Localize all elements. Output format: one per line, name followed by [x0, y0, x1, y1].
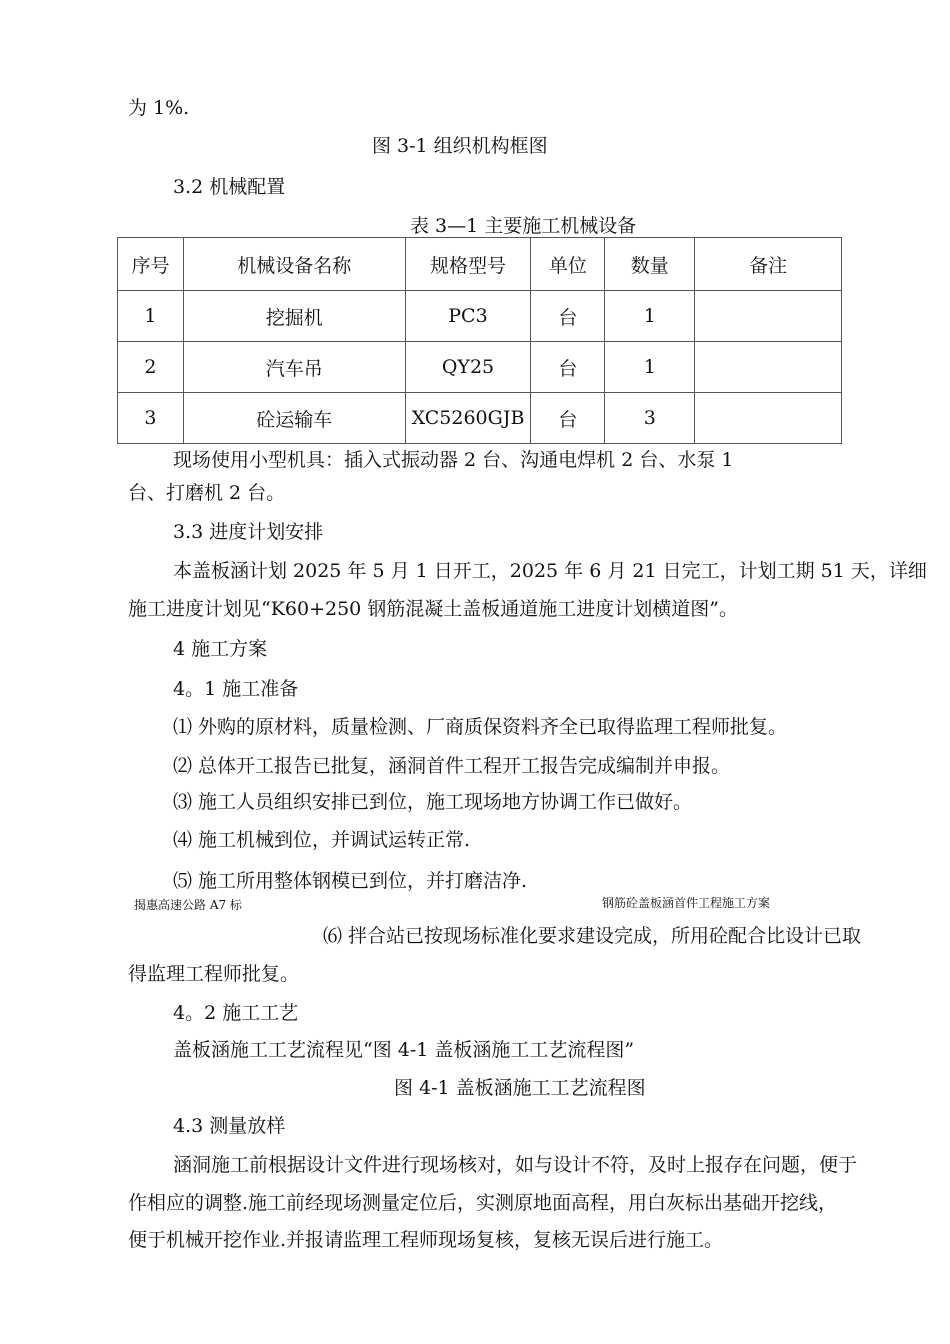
paragraph-line: 施工进度计划见“K60+250 钢筋混凝土盖板通道施工进度计划横道图”。	[128, 598, 739, 620]
list-item: ⑵ 总体开工报告已批复，涵洞首件工程开工报告完成编制并申报。	[173, 755, 731, 777]
table-cell	[695, 342, 842, 393]
table-cell: PC3	[405, 291, 531, 342]
table-cell: XC5260GJB	[405, 393, 531, 444]
paragraph-line: 盖板涵施工工艺流程见“图 4-1 盖板涵施工工艺流程图”	[173, 1039, 635, 1061]
figure-caption: 图 3-1 组织机构框图	[372, 135, 548, 157]
paragraph-line: 作相应的调整.施工前经现场测量定位后，实测原地面高程，用白灰标出基础开挖线，	[128, 1192, 838, 1214]
table-row	[118, 342, 842, 393]
table-cell: 汽车吊	[183, 342, 405, 393]
paragraph-line: 本盖板涵计划 2025 年 5 月 1 日开工，2025 年 6 月 21 日完工，计划工期 51 天，详细	[173, 560, 927, 582]
table-cell: 2	[118, 342, 184, 393]
list-item: ⑹ 拌合站已按现场标准化要求建设完成，所用砼配合比设计已取	[323, 925, 862, 947]
table-cell: 砼运输车	[183, 393, 405, 444]
table-row	[118, 393, 842, 444]
table-cell: 台	[531, 342, 605, 393]
list-item: ⑸ 施工所用整体钢模已到位，并打磨洁净.	[173, 870, 528, 892]
table-cell: 1	[118, 291, 184, 342]
table-cell: 3	[118, 393, 184, 444]
footer-right: 钢筋砼盖板涵首件工程施工方案	[602, 896, 771, 910]
table-cell: 1	[605, 342, 695, 393]
section-heading: 3.2 机械配置	[173, 176, 286, 198]
footer-left: 揭惠高速公路 A7 标	[134, 898, 242, 912]
paragraph-line: 得监理工程师批复。	[128, 963, 300, 985]
table-header-cell: 数量	[605, 238, 695, 291]
table-header-row	[118, 238, 842, 291]
paragraph-fragment: 为 1%.	[128, 97, 190, 119]
section-heading: 4。1 施工准备	[173, 678, 299, 700]
table-header-cell: 备注	[695, 238, 842, 291]
table-cell	[695, 291, 842, 342]
table-cell: 台	[531, 291, 605, 342]
table-cell: 3	[605, 393, 695, 444]
paragraph-line: 涵洞施工前根据设计文件进行现场核对，如与设计不符，及时上报存在问题，便于	[173, 1154, 858, 1176]
section-heading: 3.3 进度计划安排	[173, 521, 324, 543]
table-header-cell: 单位	[531, 238, 605, 291]
list-item: ⑶ 施工人员组织安排已到位，施工现场地方协调工作已做好。	[173, 791, 693, 813]
equipment-table	[117, 237, 842, 444]
section-heading: 4 施工方案	[173, 638, 268, 660]
table-caption: 表 3—1 主要施工机械设备	[410, 215, 637, 237]
paragraph-line: 便于机械开挖作业.并报请监理工程师现场复核，复核无误后进行施工。	[128, 1229, 724, 1251]
figure-caption: 图 4-1 盖板涵施工工艺流程图	[394, 1077, 646, 1099]
table-cell	[695, 393, 842, 444]
section-heading: 4.3 测量放样	[173, 1115, 286, 1137]
table-row	[118, 291, 842, 342]
table-header-cell: 序号	[118, 238, 184, 291]
table-header-cell: 机械设备名称	[183, 238, 405, 291]
table-header-cell: 规格型号	[405, 238, 531, 291]
list-item: ⑷ 施工机械到位，并调试运转正常.	[173, 829, 471, 851]
table-cell: 挖掘机	[183, 291, 405, 342]
section-heading: 4。2 施工工艺	[173, 1002, 299, 1024]
table-cell: QY25	[405, 342, 531, 393]
paragraph-line: 台、打磨机 2 台。	[128, 482, 286, 504]
table-cell: 1	[605, 291, 695, 342]
paragraph-line: 现场使用小型机具：插入式振动器 2 台、沟通电焊机 2 台、水泵 1	[173, 449, 734, 471]
table-cell: 台	[531, 393, 605, 444]
list-item: ⑴ 外购的原材料，质量检测、厂商质保资料齐全已取得监理工程师批复。	[173, 716, 788, 738]
